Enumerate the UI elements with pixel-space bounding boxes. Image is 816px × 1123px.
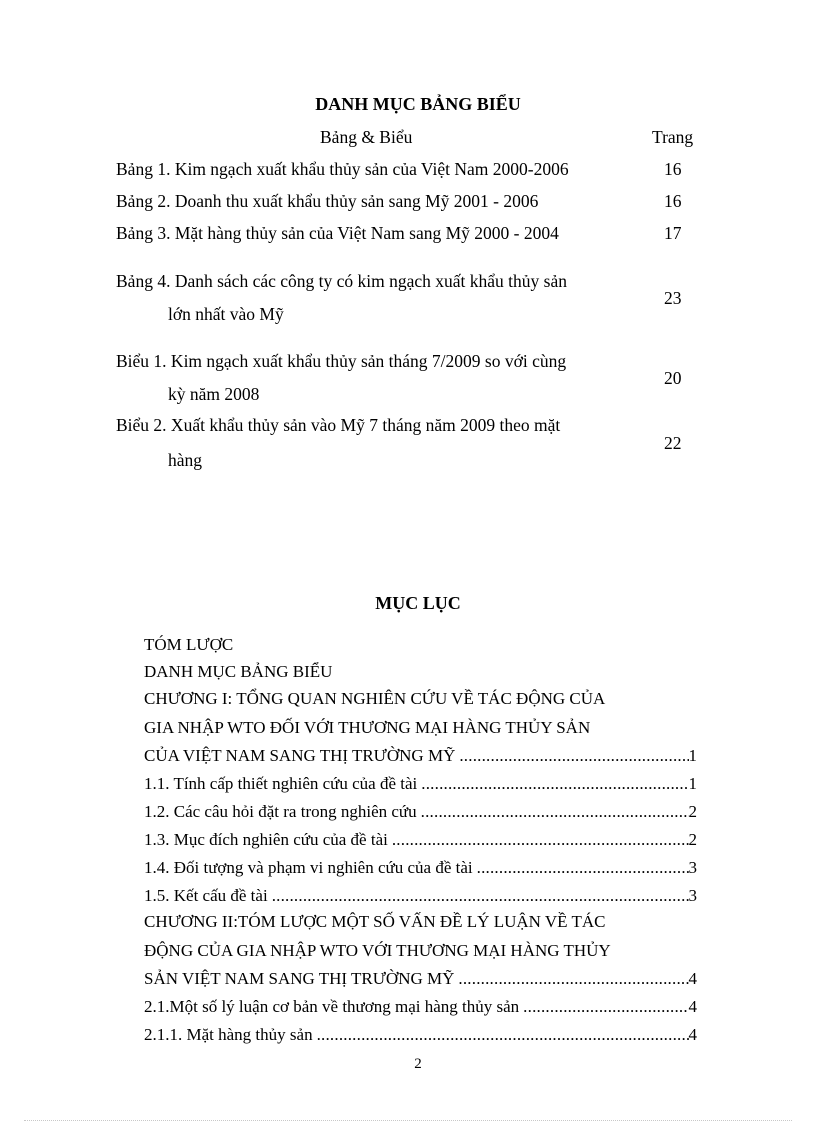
page-bottom-border	[24, 1120, 792, 1121]
figure-item-page: 16	[664, 191, 682, 211]
toc-entry-page: 2	[688, 802, 697, 821]
toc-chapter1-line1: CHƯƠNG I: TỔNG QUAN NGHIÊN CỨU VỀ TÁC ĐỘNG CỦA	[144, 689, 606, 708]
toc-entry-text: 2.1.Một số lý luận cơ bản về thương mại hàng thủy sản	[144, 997, 520, 1016]
toc-entry-page: 1	[688, 774, 697, 793]
toc-entry	[144, 774, 697, 798]
figure-item-page: 16	[664, 159, 682, 179]
figure-item-line1: Bảng 1. Kim ngạch xuất khẩu thủy sản của Việt Nam 2000-2006	[116, 159, 569, 179]
toc-entry-text: 1.3. Mục đích nghiên cứu của đề tài	[144, 830, 388, 849]
toc-chapter2-line1: CHƯƠNG II:TÓM LƯỢC MỘT SỐ VẤN ĐỀ LÝ LUẬN VỀ TÁC	[144, 912, 606, 931]
toc-figures-list: DANH MỤC BẢNG BIỂU	[144, 662, 333, 681]
figure-item-line2: kỳ năm 2008	[168, 384, 260, 404]
page-number: 2	[414, 1056, 422, 1072]
toc-entry	[144, 1025, 697, 1049]
figure-item-line1: Biểu 2. Xuất khẩu thủy sản vào Mỹ 7 tháng năm 2009 theo mặt	[116, 415, 561, 435]
toc-leader-dots	[523, 997, 688, 1017]
toc-entry-text: 2.1.1. Mặt hàng thủy sản	[144, 1025, 313, 1044]
toc-chapter2-line2: ĐỘNG CỦA GIA NHẬP WTO VỚI THƯƠNG MẠI HÀNG THỦY	[144, 941, 611, 960]
toc-leader-dots	[272, 886, 689, 906]
toc-entry-page: 2	[688, 830, 697, 849]
toc-entry-text: 1.5. Kết cấu đề tài	[144, 886, 268, 905]
figures-title: DANH MỤC BẢNG BIỂU	[315, 94, 521, 114]
toc-leader-dots	[421, 802, 689, 822]
toc-chapter1-line3	[144, 746, 697, 770]
toc-chapter2-line3	[144, 969, 697, 993]
toc-entry-page: 1	[688, 746, 697, 765]
figure-item-line1: Biểu 1. Kim ngạch xuất khẩu thủy sản tháng 7/2009 so với cùng	[116, 351, 567, 371]
toc-entry-page: 3	[688, 886, 697, 905]
toc-entry	[144, 802, 697, 826]
toc-entry-text: 1.4. Đối tượng và phạm vi nghiên cứu của đề tài	[144, 858, 473, 877]
toc-entry	[144, 997, 697, 1021]
toc-entry-text: SẢN VIỆT NAM SANG THỊ TRƯỜNG MỸ	[144, 969, 455, 988]
toc-entry-page: 4	[688, 1025, 697, 1044]
toc-entry-page: 4	[688, 969, 697, 988]
figures-page-column-header: Trang	[652, 127, 694, 147]
toc-entry-page: 4	[688, 997, 697, 1016]
toc-entry	[144, 830, 697, 854]
toc-entry-text: 1.1. Tính cấp thiết nghiên cứu của đề tài	[144, 774, 418, 793]
toc-leader-dots	[458, 969, 688, 989]
figure-item-line1: Bảng 4. Danh sách các công ty có kim ngạch xuất khẩu thủy sản	[116, 271, 567, 291]
toc-leader-dots	[421, 774, 688, 794]
figure-item-line1: Bảng 2. Doanh thu xuất khẩu thủy sản sang Mỹ 2001 - 2006	[116, 191, 539, 211]
toc-title: MỤC LỤC	[375, 593, 461, 613]
toc-leader-dots	[477, 858, 689, 878]
toc-entry-text: 1.2. Các câu hỏi đặt ra trong nghiên cứu	[144, 802, 417, 821]
figures-column-header: Bảng & Biểu	[320, 127, 413, 147]
toc-leader-dots	[392, 830, 689, 850]
figure-item-page: 22	[664, 433, 682, 453]
figure-item-page: 23	[664, 288, 682, 308]
toc-leader-dots	[459, 746, 688, 766]
toc-entry-page: 3	[688, 858, 697, 877]
figure-item-line1: Bảng 3. Mặt hàng thủy sản của Việt Nam sang Mỹ 2000 - 2004	[116, 223, 559, 243]
toc-entry	[144, 886, 697, 910]
figure-item-page: 17	[664, 223, 682, 243]
figure-item-line2: lớn nhất vào Mỹ	[168, 304, 284, 324]
toc-entry-text: CỦA VIỆT NAM SANG THỊ TRƯỜNG MỸ	[144, 746, 456, 765]
toc-leader-dots	[317, 1025, 689, 1045]
figure-item-page: 20	[664, 368, 682, 388]
toc-entry	[144, 858, 697, 882]
toc-chapter1-line2: GIA NHẬP WTO ĐỐI VỚI THƯƠNG MẠI HÀNG THỦY SẢN	[144, 718, 591, 737]
figure-item-line2: hàng	[168, 450, 203, 470]
toc-summary: TÓM LƯỢC	[144, 635, 234, 654]
